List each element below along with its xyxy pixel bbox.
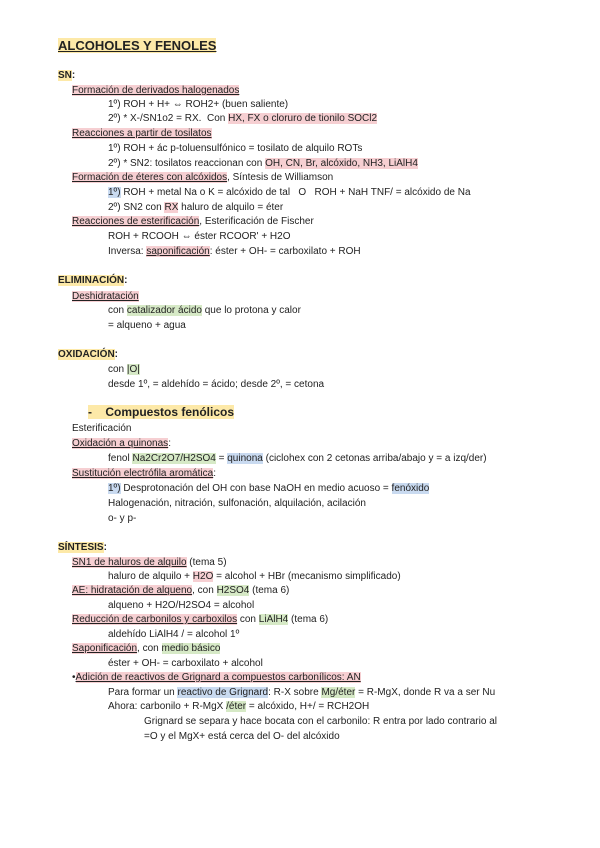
- eliminacion-line-1: con catalizador ácido que lo protona y calor: [108, 305, 301, 316]
- fenolicos-oxidacion-line: fenol Na2Cr2O7/H2SO4 = quinona (ciclohex con 2 cetonas arriba/abajo y = a izq/der): [108, 453, 487, 464]
- sn-esterificacion-line-1: ROH + RCOOH ⇔ éster RCOOR' + H2O: [108, 231, 291, 242]
- sintesis-ae-line: alqueno + H2O/H2SO4 = alcohol: [108, 600, 255, 611]
- sn-tosilatos-line-2: 2º) * SN2: tosilatos reaccionan con OH, CN, Br, alcóxido, NH3, LiAlH4: [108, 158, 418, 169]
- sintesis-grignard-line-3: Grignard se separa y hace bocata con el carbonilo: R entra por lado contrario al: [144, 716, 497, 727]
- document-title: ALCOHOLES Y FENOLES: [58, 38, 217, 53]
- section-eliminacion-heading: ELIMINACIÓN:: [58, 275, 128, 286]
- sn-esterificacion-title: Reacciones de esterificación, Esterificación de Fischer: [72, 216, 314, 227]
- sintesis-grignard-title: •Adición de reactivos de Grignard a compuestos carbonílicos: AN: [72, 672, 361, 683]
- section-sintesis-heading: SÍNTESIS:: [58, 542, 107, 553]
- fenolicos-sustitucion-line-1: 1º) Desprotonación del OH con base NaOH en medio acuoso = fenóxido: [108, 483, 430, 494]
- section-sn-heading: SN:: [58, 70, 76, 81]
- fenolicos-esterificacion: Esterificación: [72, 423, 132, 434]
- sintesis-sn1-title: SN1 de haluros de alquilo (tema 5): [72, 557, 227, 568]
- oxidacion-line-1: con |O|: [108, 364, 140, 375]
- sn-formacion-line-1: 1º) ROH + H+ ⇔ ROH2+ (buen saliente): [108, 99, 289, 110]
- fenolicos-heading: - Compuestos fenólicos: [88, 405, 235, 419]
- oxidacion-line-2: desde 1º, = aldehído = ácido; desde 2º, = cetona: [108, 379, 325, 390]
- fenolicos-oxidacion-title: Oxidación a quinonas:: [72, 438, 171, 449]
- sn-tosilatos-line-1: 1º) ROH + ác p-toluensulfónico = tosilato de alquilo ROTs: [108, 143, 363, 154]
- sintesis-grignard-line-2: Ahora: carbonilo + R-MgX /éter = alcóxido, H+/ = RCH2OH: [108, 701, 370, 712]
- fenolicos-sustitucion-line-3: o- y p-: [108, 513, 137, 524]
- sintesis-reduccion-title: Reducción de carbonilos y carboxilos con LiAlH4 (tema 6): [72, 614, 329, 625]
- sintesis-saponificacion-title: Saponificación, con medio básico: [72, 643, 221, 654]
- sn-esterificacion-line-2: Inversa: saponificación: éster + OH- = carboxilato + ROH: [108, 246, 361, 257]
- eliminacion-line-2: = alqueno + agua: [108, 320, 186, 331]
- sn-eteres-line-2: 2º) SN2 con RX haluro de alquilo = éter: [108, 202, 284, 213]
- sintesis-ae-title: AE: hidratación de alqueno, con H2SO4 (tema 6): [72, 585, 290, 596]
- sintesis-sn1-line: haluro de alquilo + H2O = alcohol + HBr (mecanismo simplificado): [108, 571, 401, 582]
- sintesis-grignard-line-1: Para formar un reactivo de Grignard: R-X sobre Mg/éter = R-MgX, donde R va a ser Nu: [108, 687, 496, 698]
- fenolicos-sustitucion-line-2: Halogenación, nitración, sulfonación, alquilación, acilación: [108, 498, 366, 509]
- sn-eteres-title: Formación de éteres con alcóxidos, Síntesis de Williamson: [72, 172, 334, 183]
- sn-eteres-line-1: 1º) ROH + metal Na o K = alcóxido de tal O ROH + NaH TNF/ = alcóxido de Na: [108, 187, 471, 198]
- section-oxidacion-heading: OXIDACIÓN:: [58, 349, 119, 360]
- sn-tosilatos-title: Reacciones a partir de tosilatos: [72, 128, 212, 139]
- eliminacion-title: Deshidratación: [72, 291, 139, 302]
- sn-formacion-line-2: 2º) * X-/SN1o2 = RX. Con HX, FX o cloruro de tionilo SOCl2: [108, 113, 378, 124]
- sintesis-saponificacion-line: éster + OH- = carboxilato + alcohol: [108, 658, 263, 669]
- sintesis-reduccion-line: aldehído LiAlH4 / = alcohol 1º: [108, 629, 240, 640]
- sintesis-grignard-line-4: =O y el MgX+ está cerca del O- del alcóxido: [144, 731, 340, 742]
- sn-formacion-title: Formación de derivados halogenados: [72, 85, 240, 96]
- fenolicos-sustitucion-title: Sustitución electrófila aromática:: [72, 468, 216, 479]
